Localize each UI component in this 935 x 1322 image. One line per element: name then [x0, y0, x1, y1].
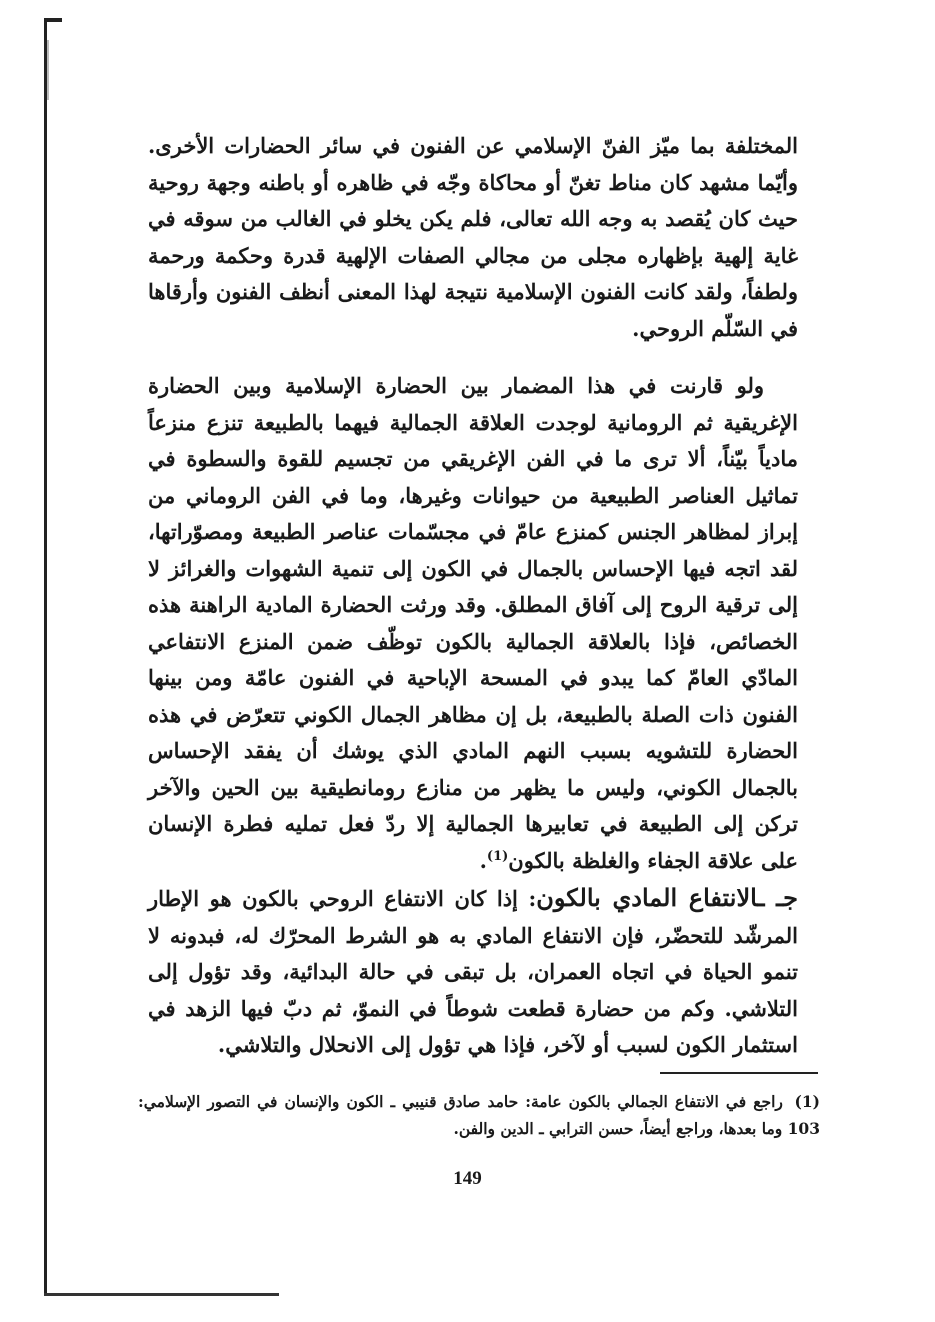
paragraph-3-text: إذا كان الانتفاع الروحي بالكون هو الإطار المرشّد للتحضّر، فإن الانتفاع المادي به هو الشرط المحرّك له، فبدونه لا تنمو الحياة في اتجاه العمران، بل تبقى في حالة البدائية، وقد تؤول إلى التلاشي. وكم من حضارة قطعت شوطاً في النموّ، ثم دبّ فيها الزهد في استثمار الكون لسبب أو لآخر، فإذا هي تؤول إلى الانحلال والتلاشي.: [148, 886, 798, 1057]
paragraph-2-text: ولو قارنت في هذا المضمار بين الحضارة الإسلامية وبين الحضارة الإغريقية ثم الرومانية لوجدت العلاقة الجمالية فيهما بالطبيعة تنزع منزعاً مادياً بيّناً، ألا ترى ما في الفن الإغريقي من تجسيم للقوة والسطوة في تماثيل العناصر الطبيعية من حيوانات وغيرها، وما في الفن الروماني من إبراز لمظاهر الجنس كمنزع عامّ في مجسّمات عناصر الطبيعة ومصوّراتها، لقد اتجه فيها الإحساس بالجمال في الكون إلى تنمية الشهوات والغرائز لا إلى ترقية الروح إلى آفاق المطلق. وقد ورثت الحضارة المادية الراهنة هذه الخصائص، فإذا بالعلاقة الجمالية بالكون توظّف ضمن المنزع الانتفاعي المادّي العامّ كما يبدو في المسحة الإباحية في الفنون عامّة ومن بينها الفنون ذات الصلة بالطبيعة، بل إن مظاهر الجمال الكوني تتعرّض في هذه الحضارة للتشويه بسبب النهم المادي الذي يوشك أن يفقد الإحساس بالجمال الكوني، وليس ما يظهر من منازع رومانطيقية بين الحين والآخر تركن إلى الطبيعة في تعابيرها الجمالية إلا ردّ فعل تمليه فطرة الإنسان على علاقة الجفاء والغلظة بالكون: [148, 373, 798, 873]
footnote: [138, 1088, 820, 1142]
paragraph-1: [148, 128, 798, 347]
footnote-text: راجع في الانتفاع الجمالي بالكون عامة: حامد صادق قنيبي ـ الكون والإنسان في التصور الإسلامي: 103 وما بعدها، وراجع أيضاً، حسن الترابي ـ الدين والفن.: [138, 1092, 820, 1138]
paragraph-2-end: .: [479, 847, 487, 873]
scan-mark: [47, 40, 49, 100]
section-heading: الانتفاع المادي بالكون: [536, 883, 758, 912]
footnote-divider: [660, 1072, 818, 1074]
section-prefix: جـ ـ: [757, 883, 798, 912]
scan-edge-left: [44, 18, 47, 1296]
footnote-reference: (1): [486, 848, 509, 864]
paragraph-1-text: المختلفة بما ميّز الفنّ الإسلامي عن الفنون في سائر الحضارات الأخرى. وأيّما مشهد كان مناط تغنّ أو محاكاة وجّه في ظاهره أو باطنه وجهة روحية حيث كان يُقصد به وجه الله تعالى، فلم يكن يخلو في الغالب من سوقه في غاية إلهية بإظهاره مجلى من مجالي الصفات الإلهية قدرة وحكمة ورحمة ولطفاً، ولقد كانت الفنون الإسلامية نتيجة لهذا المعنى أنظف الفنون وأرقاها في السّلّم الروحي.: [148, 133, 798, 341]
scan-edge-bottom: [44, 1293, 279, 1296]
paragraph-2: [148, 368, 798, 879]
section-separator: :: [528, 886, 537, 911]
page-number: 149: [453, 1168, 482, 1189]
section-paragraph: [148, 880, 798, 1064]
footnote-marker: (1): [794, 1092, 820, 1111]
